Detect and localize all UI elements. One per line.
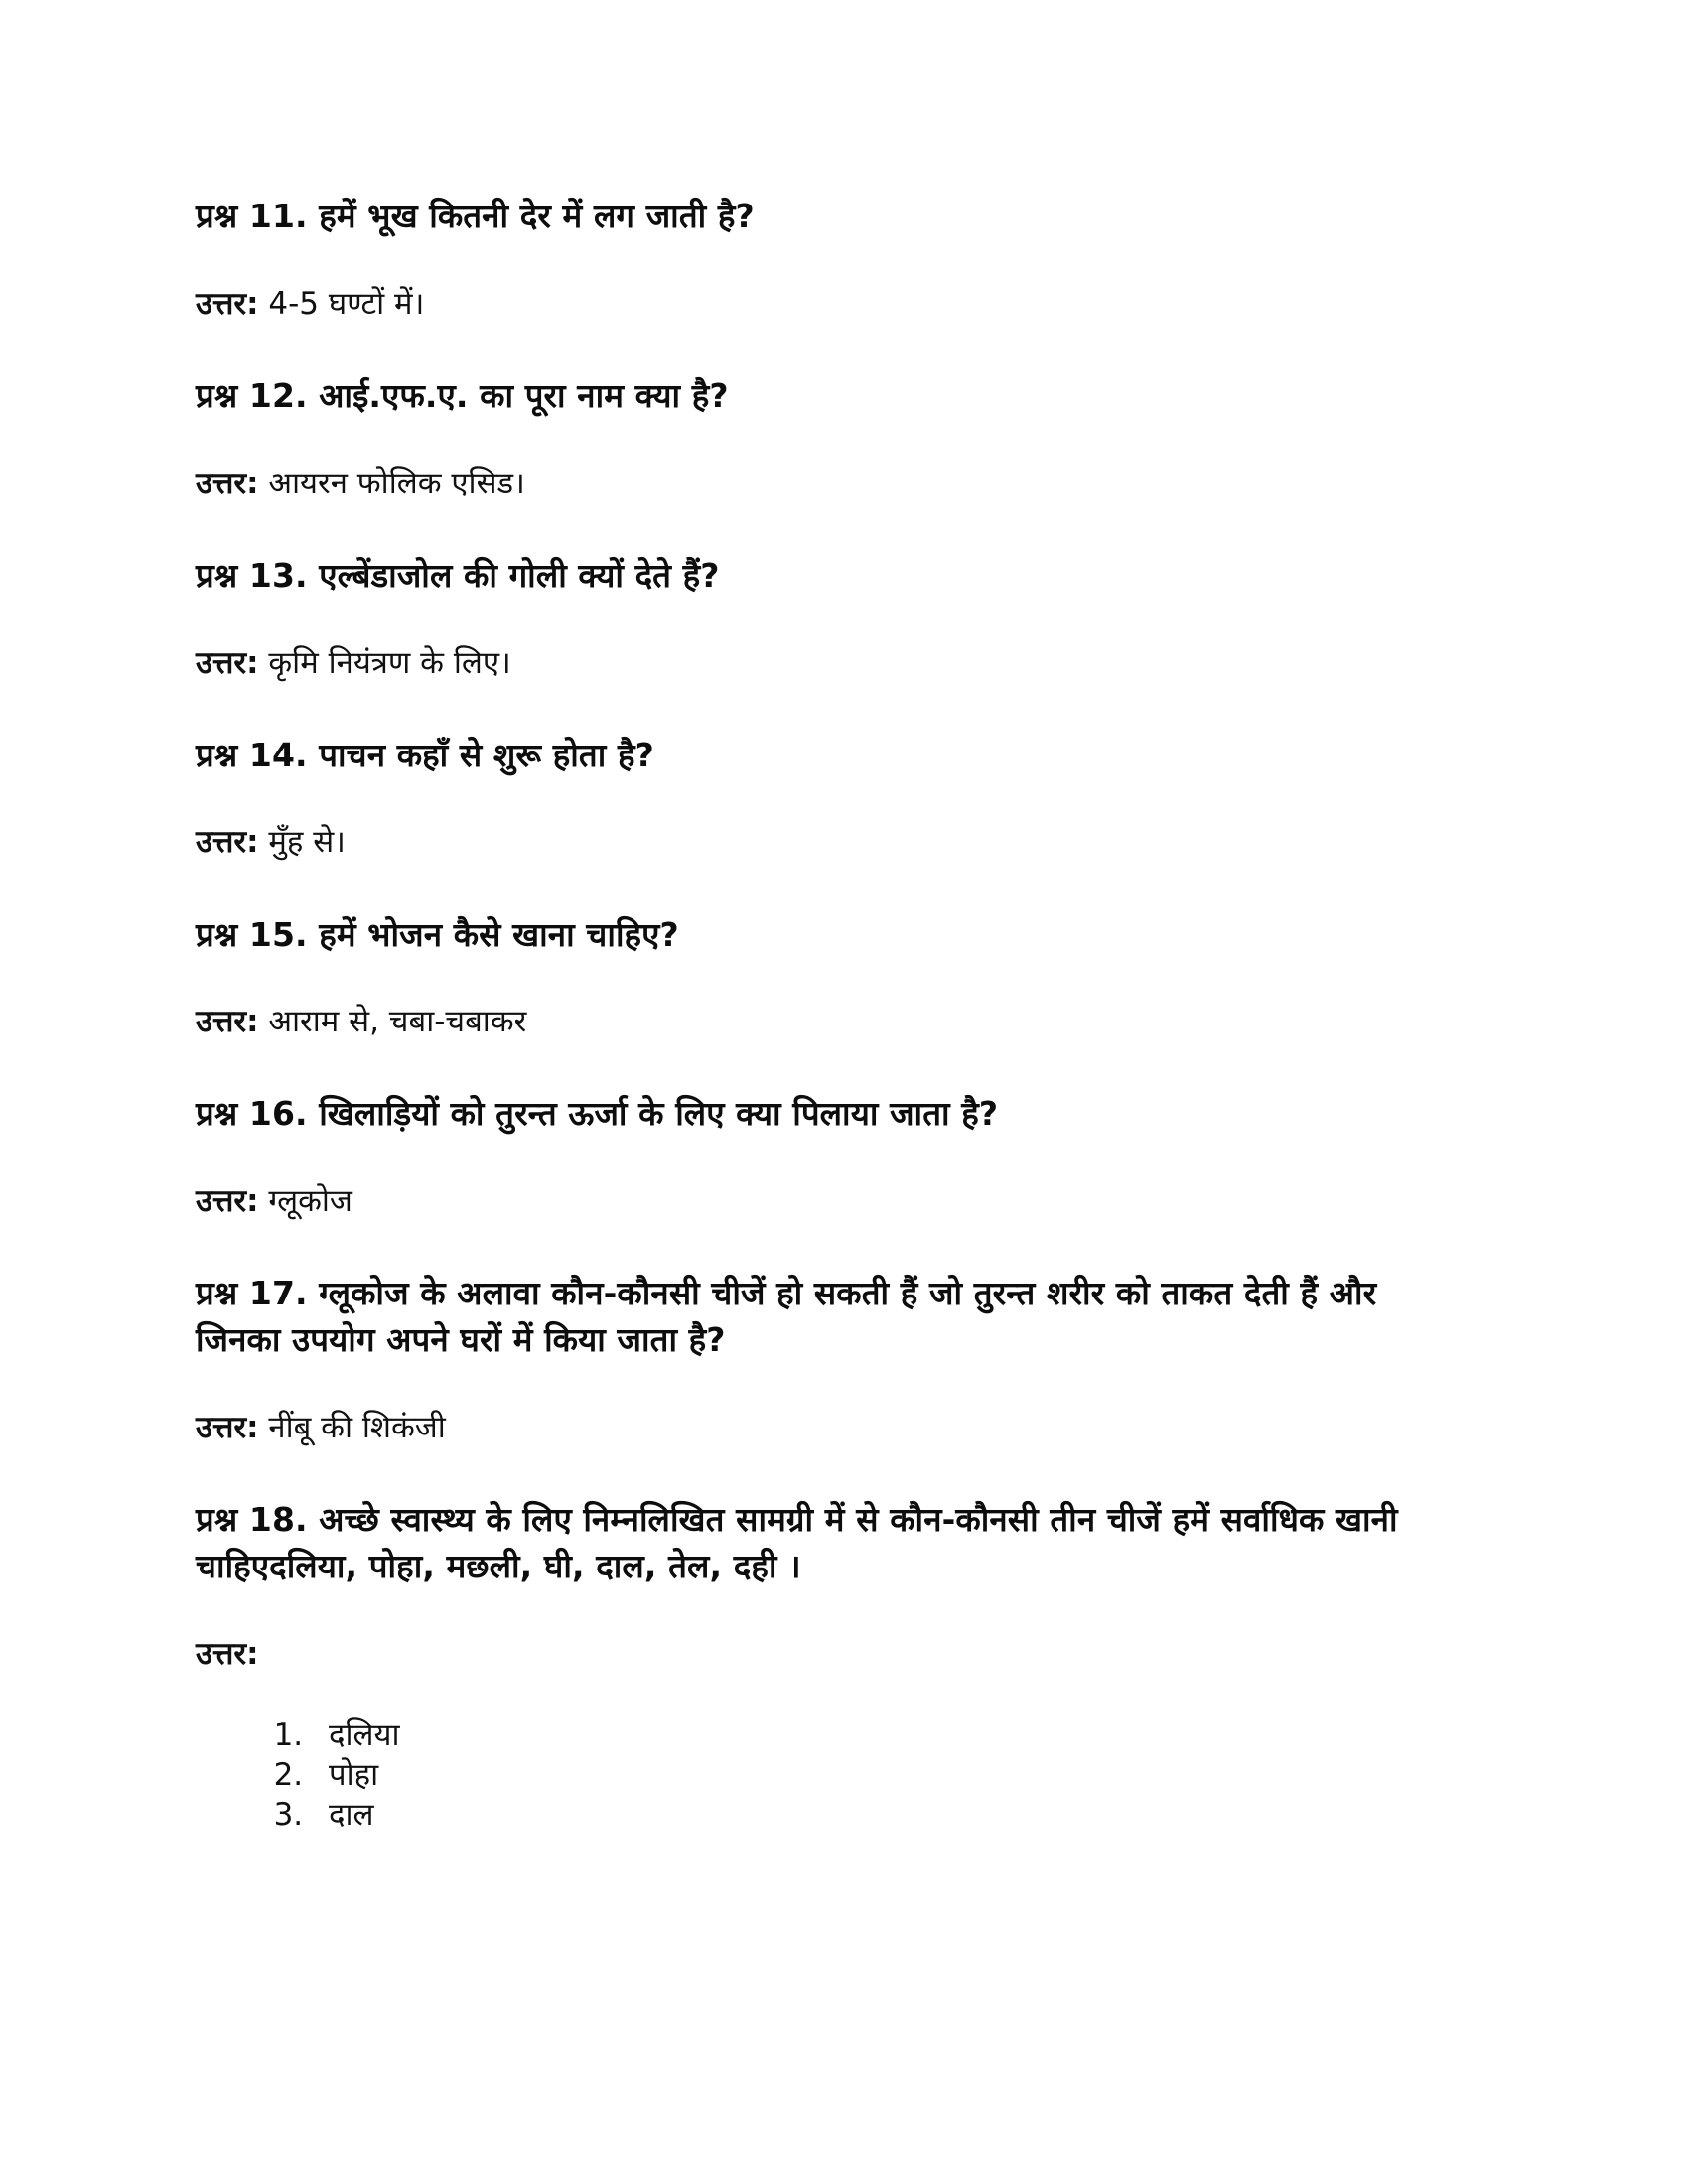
question-text: प्रश्न 12. आई.एफ.ए. का पूरा नाम क्या है? — [196, 375, 729, 415]
answer-paragraph — [196, 820, 1452, 864]
answer-label: उत्तर: — [196, 1183, 259, 1220]
answer-label: उत्तर: — [196, 824, 259, 861]
qa-block — [196, 1271, 1452, 1449]
qa-block — [196, 553, 1452, 685]
answer-text: कृमि नियंत्रण के लिए। — [268, 644, 511, 681]
qa-block — [196, 1091, 1452, 1223]
question-text: प्रश्न 17. ग्लूकोज के अलावा कौन-कौनसी चीजें हो सकती हैं जो तुरन्त शरीर को ताकत देती हैं और जिनका उपयोग अपने घरों में किया जाता है? — [196, 1274, 1377, 1360]
answer-paragraph — [196, 282, 1452, 326]
list-item: 1. दलिया — [313, 1715, 1452, 1755]
answer-list — [196, 1715, 1452, 1836]
list-item: 2. पोहा — [313, 1755, 1452, 1795]
answer-paragraph — [196, 641, 1452, 685]
answer-paragraph — [196, 1000, 1452, 1043]
answer-text: आयरन फोलिक एसिड। — [268, 465, 525, 501]
answer-paragraph — [196, 1179, 1452, 1223]
qa-block — [196, 373, 1452, 505]
question-text: प्रश्न 13. एल्बेंडाजोल की गोली क्यों देते हैं? — [196, 555, 720, 595]
answer-text: 4-5 घण्टों में। — [268, 285, 425, 322]
answer-text: आराम से, चबा-चबाकर — [268, 1004, 527, 1040]
qa-block — [196, 733, 1452, 865]
answer-label: उत्तर: — [196, 1635, 259, 1672]
question-text: प्रश्न 18. अच्छे स्वास्थ्य के लिए निम्नलिखित सामग्री में से कौन-कौनसी तीन चीजें हमें सर्वाधिक खानी चाहिएदलिया, पोहा, मछली, घी, दाल, तेल, दही । — [196, 1499, 1398, 1585]
answer-label: उत्तर: — [196, 1004, 259, 1040]
answer-paragraph — [196, 462, 1452, 505]
answer-paragraph — [196, 1406, 1452, 1449]
qa-block — [196, 912, 1452, 1044]
list-item: 3. दाल — [313, 1795, 1452, 1835]
question-text: प्रश्न 16. खिलाड़ियों को तुरन्त ऊर्जा के लिए क्या पिलाया जाता है? — [196, 1094, 999, 1134]
qa-block — [196, 194, 1452, 326]
question-text: प्रश्न 15. हमें भोजन कैसे खाना चाहिए? — [196, 914, 679, 954]
qa-block — [196, 1497, 1452, 1836]
question-text: प्रश्न 11. हमें भूख कितनी देर में लग जाती है? — [196, 197, 755, 235]
answer-label: उत्तर: — [196, 644, 259, 681]
answer-text: मुँह से। — [268, 824, 346, 861]
answer-label: उत्तर: — [196, 1409, 259, 1445]
answer-label: उत्तर: — [196, 465, 259, 501]
answer-text: ग्लूकोज — [268, 1183, 352, 1220]
answer-text: नींबू की शिकंजी — [268, 1409, 446, 1445]
answer-paragraph — [196, 1632, 1452, 1676]
question-text: प्रश्न 14. पाचन कहाँ से शुरू होता है? — [196, 735, 654, 774]
document-content — [196, 194, 1452, 1836]
answer-label: उत्तर: — [196, 285, 259, 322]
